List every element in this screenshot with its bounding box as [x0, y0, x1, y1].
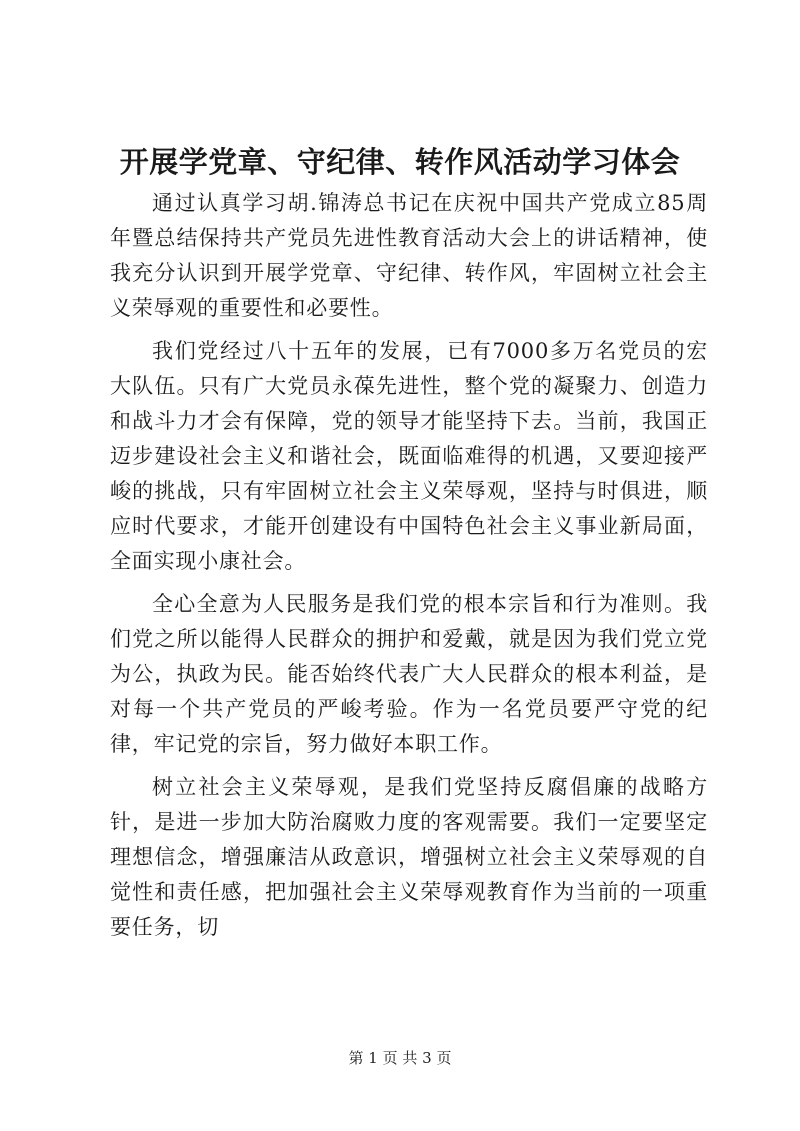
document-body — [110, 186, 708, 953]
paragraph-4: 树立社会主义荣辱观，是我们党坚持反腐倡廉的战略方针，是进一步加大防治腐败力度的客观需要。我们一定要坚定理想信念，增强廉洁从政意识，增强树立社会主义荣辱观的自觉性和责任感，把加强社会主义荣辱观教育作为当前的一项重要任务，切 — [110, 775, 708, 939]
paragraph-1: 通过认真学习胡.锦涛总书记在庆祝中国共产党成立85周年暨总结保持共产党员先进性教育活动大会上的讲话精神，使我充分认识到开展学党章、守纪律、转作风，牢固树立社会主义荣辱观的重要性和必要性。 — [110, 191, 708, 320]
document-title: 开展学党章、守纪律、转作风活动学习体会 — [119, 145, 681, 179]
paragraph-3: 全心全意为人民服务是我们党的根本宗旨和行为准则。我们党之所以能得人民群众的拥护和爱戴，就是因为我们党立党为公，执政为民。能否始终代表广大人民群众的根本利益，是对每一个共产党员的严峻考验。作为一名党员要严守党的纪律，牢记党的宗旨，努力做好本职工作。 — [110, 592, 708, 756]
paragraph-2: 我们党经过八十五年的发展，已有7000多万名党员的宏大队伍。只有广大党员永葆先进性，整个党的凝聚力、创造力和战斗力才会有保障，党的领导才能坚持下去。当前，我国正迈步建设社会主义和谐社会，既面临难得的机遇，又要迎接严峻的挑战，只有牢固树立社会主义荣辱观，坚持与时俱进，顺应时代要求，才能开创建设有中国特色社会主义事业新局面，全面实现小康社会。 — [110, 339, 708, 573]
page-number-footer: 第 1 页 共 3 页 — [348, 1049, 452, 1067]
